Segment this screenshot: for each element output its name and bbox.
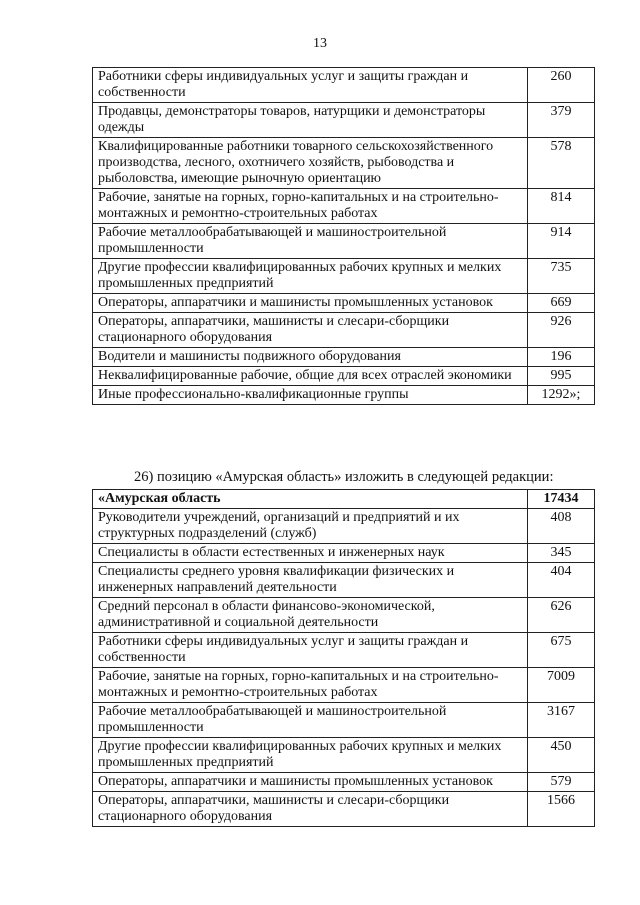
occupation-label-cell: Операторы, аппаратчики, машинисты и слесари-сборщики стационарного оборудования [93,792,528,827]
table-row [93,738,595,773]
occupation-label-cell: Работники сферы индивидуальных услуг и защиты граждан и собственности [93,68,528,103]
occupation-label-cell: Рабочие металлообрабатывающей и машиностроительной промышленности [93,703,528,738]
table-row [93,189,595,224]
occupation-value-cell: 3167 [528,703,595,738]
occupation-label-cell: Рабочие металлообрабатывающей и машиностроительной промышленности [93,224,528,259]
table-body [93,490,595,827]
occupation-label-cell: Специалисты в области естественных и инженерных наук [93,544,528,563]
occupation-value-cell: 995 [528,367,595,386]
table-row [93,259,595,294]
occupation-label-cell: Квалифицированные работники товарного сельскохозяйственного производства, лесного, охотничего хозяйств, рыбоводства и рыболовства, имеющие рыночную ориентацию [93,138,528,189]
occupation-label-cell: Продавцы, демонстраторы товаров, натурщики и демонстраторы одежды [93,103,528,138]
occupation-value-cell: 450 [528,738,595,773]
occupation-label-cell: Работники сферы индивидуальных услуг и защиты граждан и собственности [93,633,528,668]
occupation-value-cell: 7009 [528,668,595,703]
occupation-value-cell: 669 [528,294,595,313]
region-name-cell: «Амурская область [93,490,528,509]
table-row [93,138,595,189]
table-row [93,103,595,138]
occupation-label-cell: Операторы, аппаратчики и машинисты промышленных установок [93,773,528,792]
table-row [93,703,595,738]
occupation-value-cell: 578 [528,138,595,189]
table-row [93,544,595,563]
occupation-value-cell: 404 [528,563,595,598]
occupation-value-cell: 675 [528,633,595,668]
table-row [93,224,595,259]
occupation-label-cell: Водители и машинисты подвижного оборудования [93,348,528,367]
occupation-value-cell: 579 [528,773,595,792]
occupation-value-cell: 379 [528,103,595,138]
occupation-label-cell: Операторы, аппаратчики, машинисты и слесари-сборщики стационарного оборудования [93,313,528,348]
page-number: 13 [313,36,327,51]
occupation-table-amur-region [92,489,595,827]
table-row [93,367,595,386]
table-body [93,68,595,405]
table-row [93,386,595,405]
table-row [93,598,595,633]
table-row [93,313,595,348]
occupation-label-cell: Рабочие, занятые на горных, горно-капитальных и на строительно-монтажных и ремонтно-строительных работах [93,668,528,703]
table-row [93,348,595,367]
region-total-cell: 17434 [528,490,595,509]
occupation-label-cell: Руководители учреждений, организаций и предприятий и их структурных подразделений (служб) [93,509,528,544]
occupation-value-cell: 1566 [528,792,595,827]
occupation-value-cell: 408 [528,509,595,544]
amendment-paragraph: 26) позицию «Амурская область» изложить в следующей редакции: [134,469,554,485]
occupation-value-cell: 735 [528,259,595,294]
occupation-value-cell: 914 [528,224,595,259]
occupation-value-cell: 814 [528,189,595,224]
table-row [93,633,595,668]
occupation-label-cell: Рабочие, занятые на горных, горно-капитальных и на строительно-монтажных и ремонтно-строительных работах [93,189,528,224]
occupation-table-1 [92,67,595,405]
occupation-label-cell: Иные профессионально-квалификационные группы [93,386,528,405]
table-row [93,792,595,827]
occupation-value-cell: 260 [528,68,595,103]
table-row [93,68,595,103]
occupation-label-cell: Другие профессии квалифицированных рабочих крупных и мелких промышленных предприятий [93,738,528,773]
table-row [93,668,595,703]
table-row [93,773,595,792]
occupation-label-cell: Средний персонал в области финансово-экономической, административной и социальной деятельности [93,598,528,633]
occupation-value-cell: 345 [528,544,595,563]
occupation-value-cell: 626 [528,598,595,633]
table-row [93,563,595,598]
occupation-label-cell: Специалисты среднего уровня квалификации физических и инженерных направлений деятельности [93,563,528,598]
occupation-value-cell: 1292»; [528,386,595,405]
occupation-label-cell: Другие профессии квалифицированных рабочих крупных и мелких промышленных предприятий [93,259,528,294]
table-row [93,294,595,313]
occupation-value-cell: 926 [528,313,595,348]
occupation-value-cell: 196 [528,348,595,367]
table-row [93,509,595,544]
occupation-label-cell: Операторы, аппаратчики и машинисты промышленных установок [93,294,528,313]
occupation-label-cell: Неквалифицированные рабочие, общие для всех отраслей экономики [93,367,528,386]
table-header-row [93,490,595,509]
